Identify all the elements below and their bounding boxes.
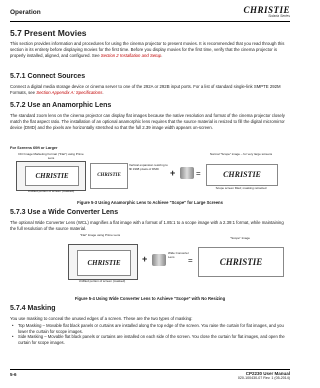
section-title-5-7-4: 5.7.4 Masking bbox=[10, 305, 56, 312]
body-period: . bbox=[102, 89, 104, 95]
installation-link[interactable]: Section 2 Installation and Setup bbox=[100, 52, 162, 58]
figure-5-3-caption: Figure 5-3 Using Anamorphic Lens to Achieve "Scope" for Large Screens bbox=[77, 200, 223, 205]
body-period: . bbox=[161, 52, 163, 58]
flat-image-logo: CHRISTIE bbox=[35, 172, 69, 180]
section-title-5-7: 5.7 Present Movies bbox=[10, 28, 87, 38]
list-item: • Top Masking – Movable flat black panels or curtains are installed along the top edge of the screen. You raise the curtain for flat images, and you lower the curtain for scope images. bbox=[10, 323, 290, 334]
logo-wordmark: CHRISTIE bbox=[243, 5, 290, 15]
result-label: Scope screen filled; masking retracted bbox=[215, 186, 267, 190]
flat-image bbox=[77, 250, 131, 276]
footer-info bbox=[238, 371, 290, 381]
section-title-5-7-2: 5.7.2 Use an Anamorphic Lens bbox=[10, 102, 112, 109]
wcl-label: Wide Converter Lens bbox=[168, 251, 189, 259]
section-body-5-7-1 bbox=[10, 84, 290, 96]
scope-image-label: "Scope" Image bbox=[230, 236, 250, 240]
running-header: Operation bbox=[10, 9, 41, 16]
masking-bullet-list bbox=[10, 323, 290, 345]
section-body-5-7-4: You use masking to conceal the unused edges of a screen. These are the two types of masking: bbox=[10, 316, 193, 321]
page-number: 5-6 bbox=[10, 372, 17, 377]
unfilled-label: Unfilled portion of screen (masked) bbox=[78, 279, 126, 283]
figure-5-3 bbox=[10, 147, 290, 197]
flat-image-label: "Flat" Image using Prime Lens bbox=[79, 233, 121, 237]
scope-image-logo: CHRISTIE bbox=[223, 170, 261, 179]
squeezed-image bbox=[90, 163, 128, 189]
scope-image-logo: CHRISTIE bbox=[219, 257, 263, 267]
section-body-5-7 bbox=[10, 41, 290, 58]
scope-image bbox=[198, 247, 284, 277]
section-body-5-7-2: The standard zoom lens on the cinema projector can display flat images because the native resolution and format of the cinema projector closely match the flat aspect ratio. The installation of an optional anamorphic lens requires that the source material is resized to fill the digital micromirror device (DMD) and the pixels are horizontally stretched so that the full 2.39 image width appears on-screen. bbox=[10, 113, 285, 130]
manual-title: CP2230 User Manual bbox=[245, 371, 290, 376]
anamorphic-lens-icon bbox=[180, 167, 194, 179]
plus-icon: + bbox=[170, 168, 176, 178]
equals-icon: = bbox=[196, 169, 201, 178]
equals-icon: = bbox=[188, 256, 193, 265]
figure-heading: For Screens 60ft or Larger bbox=[10, 146, 58, 150]
flat-screen-frame bbox=[68, 244, 138, 280]
list-item: • Side Masking – Movable flat black panels or curtains are installed on each side of the screen. You close the curtain for flat images, and open the curtain for scope images. bbox=[10, 334, 290, 345]
body-text: This section provides information and procedures for using the cinema projector to present movies. It is recommended that you read through this section in its entirety before displaying movies for the first time. Before you display movies for the first time, verify that the cinema projector is properly installed, aligned, and configured. See bbox=[10, 41, 285, 58]
flat-screen-frame bbox=[16, 161, 86, 191]
scope-image bbox=[206, 164, 278, 186]
section-title-5-7-3: 5.7.3 Use a Wide Converter Lens bbox=[10, 209, 119, 216]
squeezed-image-logo: CHRISTIE bbox=[97, 173, 121, 178]
doc-number: 020-100430-07 Rev. 1 (05-2014) bbox=[237, 376, 290, 380]
wide-converter-lens-icon bbox=[152, 254, 166, 266]
flat-image-logo: CHRISTIE bbox=[87, 259, 121, 267]
figure-5-4 bbox=[10, 234, 290, 294]
unfilled-label: Unfilled portion of screen (masked) bbox=[27, 189, 75, 193]
figure-5-4-caption: Figure 5-4 Using Wide Converter Lens to Achieve "Scope" with No Resizing bbox=[74, 296, 226, 301]
christie-logo bbox=[232, 5, 290, 19]
section-body-5-7-3: The optional Wide Converter Lens (WCL) magnifies a flat image with a format of 1.85:1 to a scope image with a 2.39:1 format, while maintaining the full resolution of the source material. bbox=[10, 220, 284, 231]
squeeze-label: Vertical expansion resizing to fill 1998 pixels of DMD bbox=[129, 163, 168, 171]
normal-scope-label: Normal "Scope" image – for very large screens bbox=[209, 152, 273, 156]
dci-label: DCI Image Marketing Format ("Flat") using Prime Lens bbox=[18, 152, 84, 160]
section-title-5-7-1: 5.7.1 Connect Sources bbox=[10, 73, 86, 80]
plus-icon: + bbox=[142, 254, 148, 264]
logo-subtitle: Solaria Series bbox=[268, 14, 290, 18]
footer-rule bbox=[10, 369, 290, 370]
flat-image bbox=[25, 166, 79, 186]
specifications-link[interactable]: Section Appendix A: Specifications bbox=[36, 89, 103, 95]
body-text: Connect a digital media storage device or cinema server to one of the 292A or 292B input ports. For a list of standard single-link SMPTE 292M Formats, see bbox=[10, 84, 281, 95]
header-rule bbox=[10, 21, 290, 22]
